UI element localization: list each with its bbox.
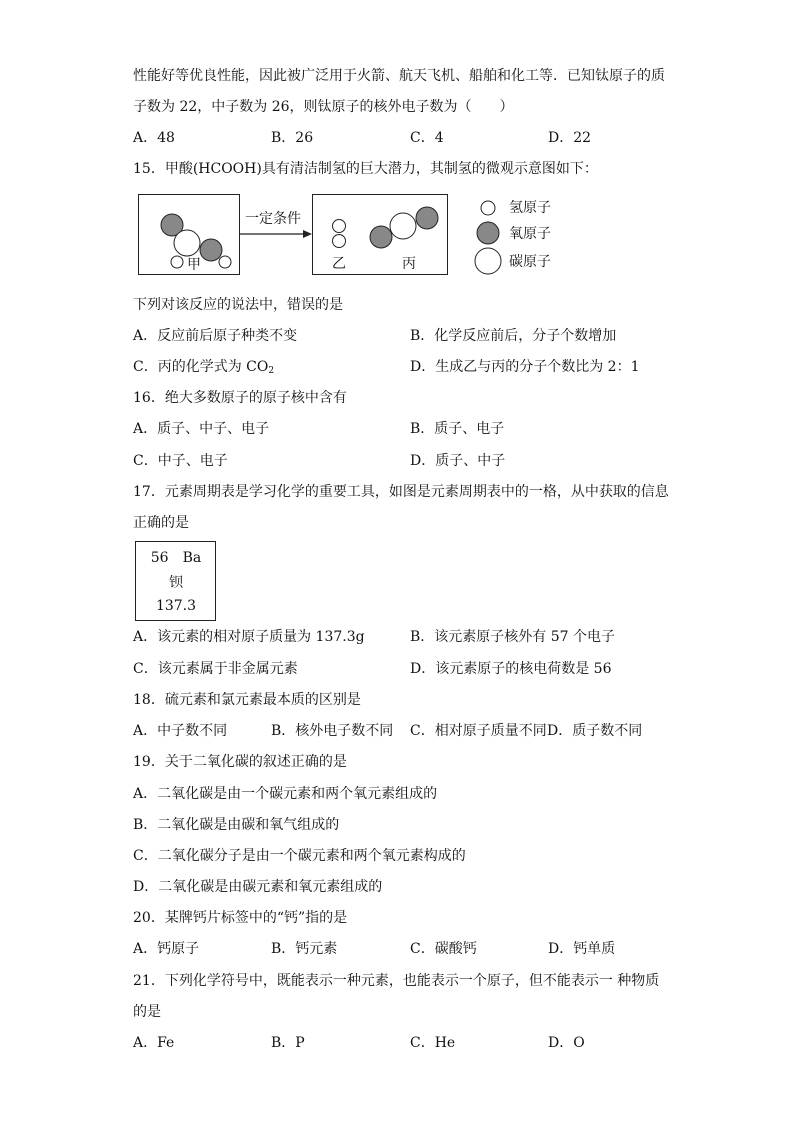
hydrogen-atom xyxy=(171,256,183,268)
label-jia: 甲 xyxy=(187,257,201,273)
oxygen-atom xyxy=(416,207,438,229)
q16-option-b: B．质子、电子 xyxy=(410,421,505,437)
oxygen-atom xyxy=(200,239,222,261)
intro-option-b: B．26 xyxy=(271,130,314,146)
carbon-atom-icon xyxy=(475,248,501,274)
legend-symbols xyxy=(474,197,504,279)
q20-stem: 20．某牌钙片标签中的“钙”指的是 xyxy=(133,910,348,926)
q18-option-c: C．相对原子质量不同 xyxy=(410,723,547,739)
intro-option-a: A．48 xyxy=(133,130,175,146)
q21-stem-line-1: 21．下列化学符号中，既能表示一种元素，也能表示一个原子，但不能表示一 种物质 xyxy=(133,973,660,989)
intro-option-c: C．4 xyxy=(410,130,444,146)
product-box xyxy=(312,194,448,275)
label-bing: 丙 xyxy=(402,256,416,272)
q16-option-a: A．质子、中子、电子 xyxy=(133,421,270,437)
q19-option-b: B．二氧化碳是由碳和氧气组成的 xyxy=(133,817,340,833)
intro-line-1: 性能好等优良性能，因此被广泛用于火箭、航天飞机、船舶和化工等．已知钛原子的质 xyxy=(133,68,665,84)
q21-option-a: A．Fe xyxy=(133,1035,175,1051)
q17-option-d: D．该元素原子的核电荷数是 56 xyxy=(410,661,612,677)
hydrogen-atom xyxy=(333,235,346,248)
q20-option-b: B．钙元素 xyxy=(271,941,338,957)
q15-option-c-subscript: 2 xyxy=(268,366,275,376)
q15-option-b: B．化学反应前后，分子个数增加 xyxy=(410,328,617,344)
q19-option-a: A．二氧化碳是由一个碳元素和两个氧元素组成的 xyxy=(133,786,438,802)
q21-option-d: D．O xyxy=(548,1035,585,1051)
oxygen-atom-icon xyxy=(477,222,499,244)
intro-line-2: 子数为 22，中子数为 26，则钛原子的核外电子数为（ ） xyxy=(133,99,514,115)
q16-option-d: D．质子、中子 xyxy=(410,453,506,469)
q18-option-d: D．质子数不同 xyxy=(547,723,643,739)
q15-option-d: D．生成乙与丙的分子个数比为 2：1 xyxy=(410,359,640,375)
q21-option-c: C．He xyxy=(410,1035,456,1051)
q17-stem-line-1: 17．元素周期表是学习化学的重要工具，如图是元素周期表中的一格，从中获取的信息 xyxy=(133,484,669,500)
legend-hydrogen: 氢原子 xyxy=(509,200,551,216)
q20-option-c: C．碳酸钙 xyxy=(410,941,477,957)
cell-atomic-mass: 137.3 xyxy=(155,598,197,614)
cell-element-name: 钡 xyxy=(169,575,183,591)
q19-option-d: D．二氧化碳是由碳元素和氧元素组成的 xyxy=(133,879,383,895)
q17-option-a: A．该元素的相对原子质量为 137.3g xyxy=(133,629,365,645)
q20-option-a: A．钙原子 xyxy=(133,941,200,957)
q15-stem: 15．甲酸(HCOOH)具有清洁制氢的巨大潜力，其制氢的微观示意图如下： xyxy=(133,161,598,177)
label-yi: 乙 xyxy=(332,256,346,272)
q15-option-c-text: C．丙的化学式为 CO xyxy=(133,359,269,375)
q15-question: 下列对该反应的说法中，错误的是 xyxy=(133,297,343,313)
legend-oxygen: 氧原子 xyxy=(509,226,551,242)
q19-stem: 19．关于二氧化碳的叙述正确的是 xyxy=(133,754,347,770)
right-arrow-icon xyxy=(240,228,312,240)
carbon-atom xyxy=(174,230,200,256)
q17-stem-line-2: 正确的是 xyxy=(133,515,189,531)
q20-option-d: D．钙单质 xyxy=(548,941,616,957)
q21-stem-line-2: 的是 xyxy=(133,1004,161,1020)
carbon-atom xyxy=(390,213,416,239)
q15-option-a: A．反应前后原子种类不变 xyxy=(133,328,298,344)
arrow-label: 一定条件 xyxy=(245,211,301,227)
reactant-box xyxy=(138,194,240,275)
q15-option-c xyxy=(133,358,274,376)
q21-option-b: B．P xyxy=(271,1035,305,1051)
hydrogen-atom xyxy=(219,256,231,268)
q18-option-b: B．核外电子数不同 xyxy=(271,723,394,739)
legend-carbon: 碳原子 xyxy=(509,254,551,270)
q19-option-c: C．二氧化碳分子是由一个碳元素和两个氧元素构成的 xyxy=(133,848,466,864)
oxygen-atom xyxy=(370,226,392,248)
hydrogen-atom xyxy=(333,220,346,233)
q16-stem: 16．绝大多数原子的原子核中含有 xyxy=(133,390,347,406)
hydrogen-atom-icon xyxy=(481,201,495,215)
q16-option-c: C．中子、电子 xyxy=(133,453,228,469)
cell-number-symbol: 56 Ba xyxy=(150,550,202,566)
q17-option-b: B．该元素原子核外有 57 个电子 xyxy=(410,629,616,645)
q18-option-a: A．中子数不同 xyxy=(133,723,228,739)
intro-option-d: D．22 xyxy=(548,130,592,146)
q17-option-c: C．该元素属于非金属元素 xyxy=(133,661,298,677)
q18-stem: 18．硫元素和氯元素最本质的区别是 xyxy=(133,692,361,708)
periodic-table-cell xyxy=(135,541,216,621)
